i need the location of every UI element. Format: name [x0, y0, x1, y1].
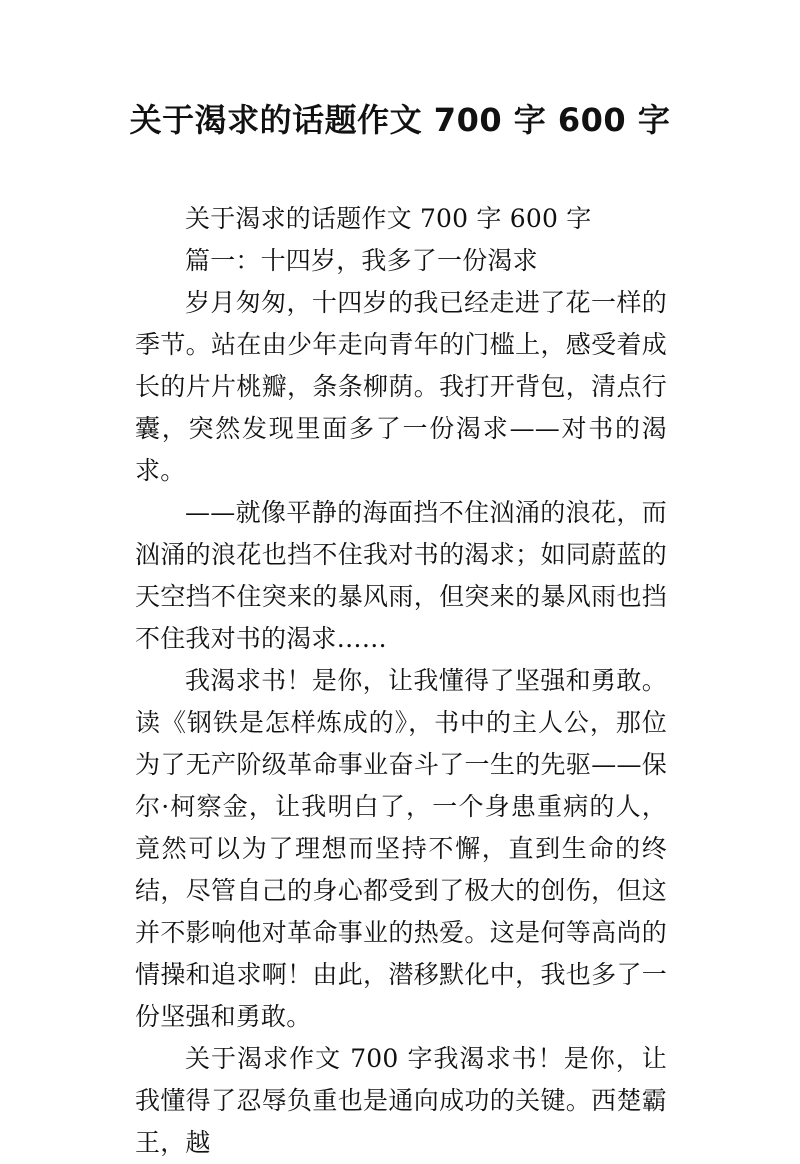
paragraph: 岁月匆匆，十四岁的我已经走进了花一样的季节。站在由少年走向青年的门槛上，感受着成长的片片桃瓣，条条柳荫。我打开背包，清点行囊，突然发现里面多了一份渴求——对书的渴求。: [135, 288, 667, 485]
paragraph: 我渴求书！是你，让我懂得了坚强和勇敢。读《钢铁是怎样炼成的》，书中的主人公，那位为了无产阶级革命事业奋斗了一生的先驱——保尔·柯察金，让我明白了，一个身患重病的人，竟然可以为了理想而坚持不懈，直到生命的终结，尽管自己的身心都受到了极大的创伤，但这并不影响他对革命事业的热爱。这是何等高尚的情操和追求啊！由此，潜移默化中，我也多了一份坚强和勇敢。: [135, 666, 667, 1031]
paragraph: ——就像平静的海面挡不住汹涌的浪花，而汹涌的浪花也挡不住我对书的渴求；如同蔚蓝的天空挡不住突来的暴风雨，但突来的暴风雨也挡不住我对书的渴求……: [135, 498, 667, 653]
document-body: [135, 198, 667, 1164]
document-title: 关于渴求的话题作文 700 字 600 字: [129, 101, 671, 139]
paragraph-heading: 关于渴求的话题作文 700 字 600 字: [185, 204, 592, 233]
paragraph: 关于渴求作文 700 字我渴求书！是你，让我懂得了忍辱负重也是通向成功的关键。西楚霸王，越: [135, 1044, 667, 1157]
paragraph-subheading: 篇一：十四岁，我多了一份渴求: [185, 246, 538, 275]
